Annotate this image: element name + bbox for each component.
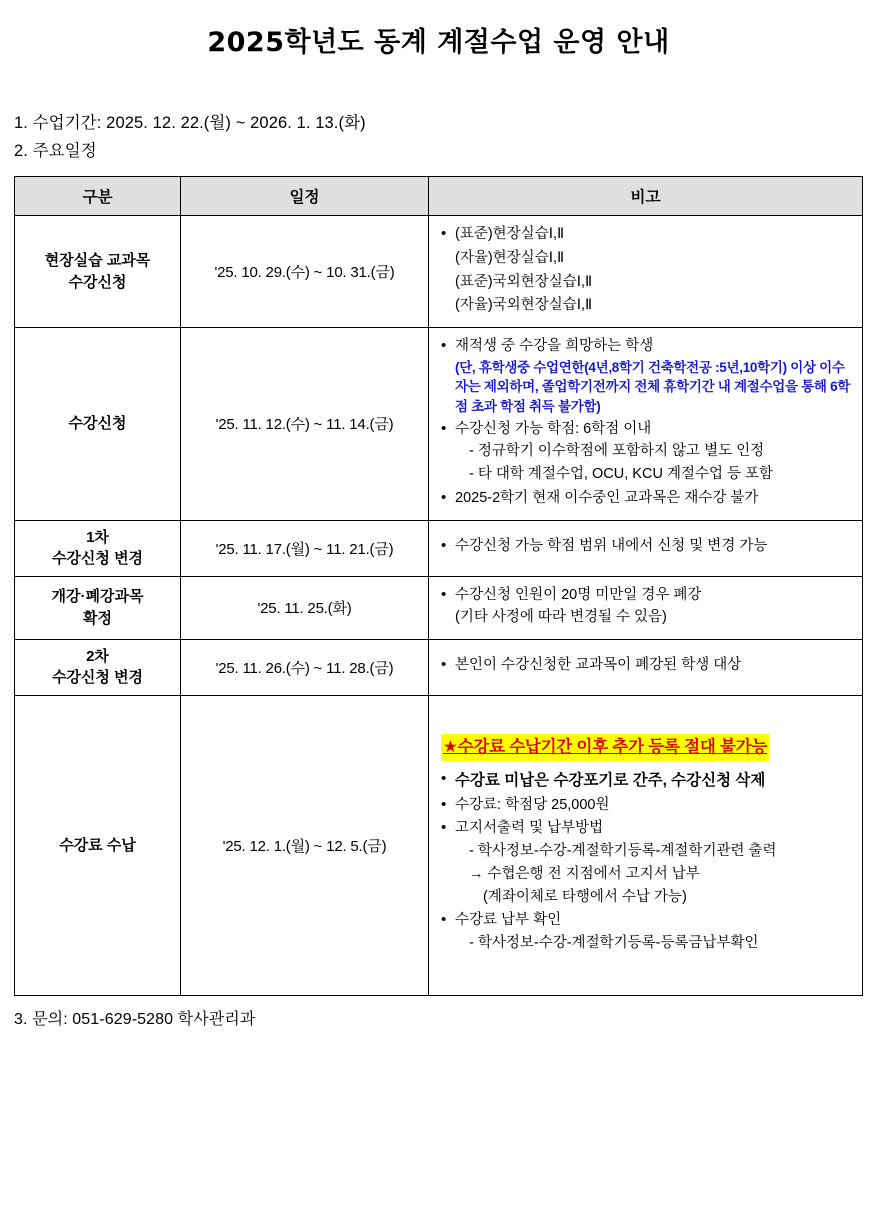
note-item: (자율)현장실습Ⅰ,Ⅱ	[455, 249, 565, 266]
category-line-2: 확정	[83, 609, 112, 627]
category-line-2: 수강신청 변경	[51, 669, 144, 687]
note-item	[441, 818, 852, 908]
row-note	[429, 696, 863, 996]
table-row	[15, 639, 863, 696]
table-row	[15, 328, 863, 520]
note-highlight-warning: ★수강료 수납기간 이후 추가 등록 절대 불가능	[441, 734, 769, 761]
note-item	[441, 419, 852, 486]
table-row	[15, 520, 863, 577]
table-row	[15, 696, 863, 996]
contact-footer: 3. 문의: 051-629-5280 학사관리과	[14, 1011, 256, 1029]
category-line-2: 수강신청	[68, 273, 127, 291]
note-item: • 수강료: 학점당 25,000원	[441, 795, 852, 817]
intro-line-period: 1. 수업기간: 2025. 12. 22.(월) ~ 2026. 1. 13.(화)	[14, 114, 366, 132]
note-item-warning: (단, 휴학생중 수업연한(4년,8학기 건축학전공 :5년,10학기) 이상 이수자는 제외하며, 졸업학기전까지 전체 휴학기간 내 계절수업을 통해 6학점 초과 학점 취득 불가함)	[455, 359, 851, 414]
note-item	[441, 336, 852, 416]
row-category: 수강료 수납	[15, 696, 181, 996]
row-category	[15, 216, 181, 328]
row-date: '25. 12. 1.(월) ~ 12. 5.(금)	[181, 696, 429, 996]
note-item: (자율)국외현장실습Ⅰ,Ⅱ	[455, 297, 593, 314]
note-subitem: (기타 사정에 따라 변경될 수 있음)	[455, 608, 667, 625]
page-title: 2025학년도 동계 계절수업 운영 안내	[207, 27, 670, 58]
row-category	[15, 639, 181, 696]
column-header-date: 일정	[181, 177, 429, 216]
intro-block	[14, 111, 863, 164]
category-line-1: 현장실습 교과목	[44, 251, 151, 269]
note-item: • 본인이 수강신청한 교과목이 폐강된 학생 대상	[441, 655, 852, 677]
note-item	[441, 585, 852, 629]
schedule-table	[14, 176, 863, 996]
category-line-2: 수강신청 변경	[51, 550, 144, 568]
category-line-1: 개강·폐강과목	[51, 588, 144, 606]
note-item: • 수강신청 가능 학점 범위 내에서 신청 및 변경 가능	[441, 536, 852, 558]
category-line-1: 1차	[86, 528, 109, 546]
note-item-text: 고지서출력 및 납부방법	[455, 820, 604, 837]
note-item	[441, 910, 852, 955]
note-item: • 2025-2학기 현재 이수중인 교과목은 재수강 불가	[441, 488, 852, 510]
column-header-category: 구분	[15, 177, 181, 216]
row-date: '25. 11. 17.(월) ~ 11. 21.(금)	[181, 520, 429, 577]
row-category: 수강신청	[15, 328, 181, 520]
note-item: • (표준)현장실습Ⅰ,Ⅱ	[441, 224, 852, 246]
category-line-1: 2차	[86, 647, 109, 665]
column-header-note: 비고	[429, 177, 863, 216]
note-subitem: (계좌이체로 타행에서 수납 가능)	[483, 888, 687, 905]
note-item	[441, 769, 852, 793]
row-date: '25. 11. 25.(화)	[181, 577, 429, 640]
note-subitem: - 학사정보-수강-계절학기등록-계절학기관련 출력	[469, 843, 777, 860]
document-page	[0, 20, 877, 1228]
note-item-bold: 수강료 미납은 수강포기로 간주, 수강신청 삭제	[455, 771, 766, 789]
row-note	[429, 639, 863, 696]
note-item-text: 재적생 중 수강을 희망하는 학생	[455, 338, 654, 355]
table-row	[15, 577, 863, 640]
note-subitem: - 타 대학 계절수업, OCU, KCU 계절수업 등 포함	[469, 466, 774, 483]
row-date: '25. 10. 29.(수) ~ 10. 31.(금)	[181, 216, 429, 328]
note-subitem: → 수협은행 전 지점에서 고지서 납부	[469, 865, 700, 882]
note-item-text: 수강신청 인원이 20명 미만일 경우 폐강	[455, 587, 702, 604]
row-category	[15, 577, 181, 640]
row-note	[429, 520, 863, 577]
row-date: '25. 11. 12.(수) ~ 11. 14.(금)	[181, 328, 429, 520]
note-subitem: - 학사정보-수강-계절학기등록-등록금납부확인	[469, 935, 759, 952]
row-category	[15, 520, 181, 577]
note-item-text: 수강신청 가능 학점: 6학점 이내	[455, 420, 652, 437]
intro-line-schedule: 2. 주요일정	[14, 141, 97, 160]
row-note	[429, 216, 863, 328]
note-item-text: 수강료 납부 확인	[455, 912, 562, 929]
table-row	[15, 216, 863, 328]
note-subitem: - 정규학기 이수학점에 포함하지 않고 별도 인정	[469, 443, 765, 460]
row-note	[429, 577, 863, 640]
table-header-row	[15, 177, 863, 216]
row-date: '25. 11. 26.(수) ~ 11. 28.(금)	[181, 639, 429, 696]
note-item: (표준)국외현장실습Ⅰ,Ⅱ	[455, 273, 593, 290]
row-note	[429, 328, 863, 520]
